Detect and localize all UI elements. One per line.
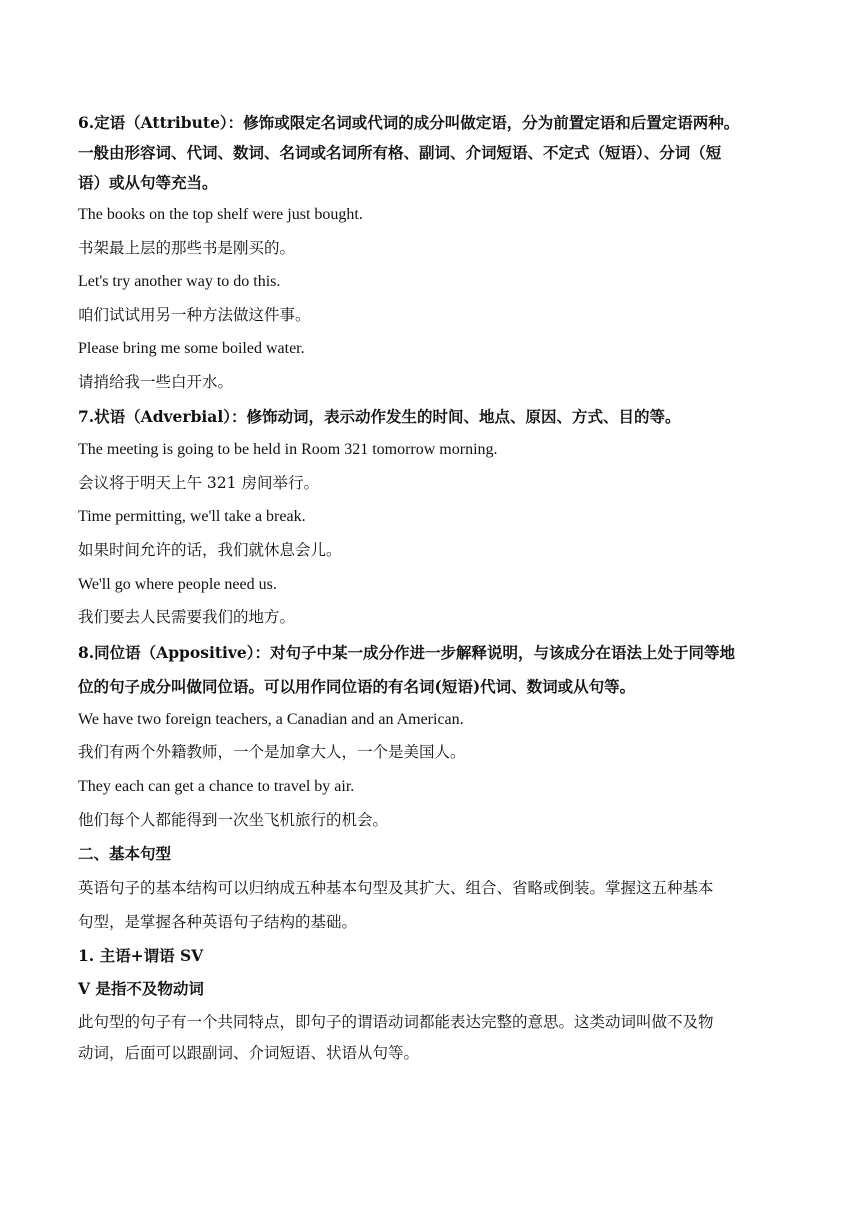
example-chinese: 请捎给我一些白开水。 [78, 372, 234, 391]
heading-line: 一般由形容词、代词、数词、名词或名词所有格、副词、介词短语、不定式（短语）、分词（短 [78, 143, 722, 162]
example-english: Time permitting, we'll take a break. [78, 508, 306, 526]
example-chinese: 我们要去人民需要我们的地方。 [78, 608, 296, 627]
example-chinese: 会议将于明天上午 321 房间举行。 [78, 473, 319, 492]
example-chinese: 咱们试试用另一种方法做这件事。 [78, 305, 311, 324]
example-english: We'll go where people need us. [78, 575, 277, 593]
pattern-1-description [78, 1006, 784, 1068]
section-6-heading [78, 108, 784, 198]
example-chinese: 他们每个人都能得到一次坐飞机旅行的机会。 [78, 810, 389, 829]
heading-line: 6.定语（Attribute）：修饰或限定名词或代词的成分叫做定语，分为前置定语和后置定语两种。 [78, 113, 740, 132]
pattern-1-title: 1. 主语+谓语 SV [78, 945, 204, 965]
heading-line: 位的句子成分叫做同位语。可以用作同位语的有名词(短语)代词、数词或从句等。 [78, 676, 636, 696]
paragraph-line: 英语句子的基本结构可以归纳成五种基本句型及其扩大、组合、省略或倒装。掌握这五种基本 [78, 878, 714, 897]
document-page [78, 108, 784, 1068]
paragraph-line: 动词，后面可以跟副词、介词短语、状语从句等。 [78, 1043, 420, 1062]
section-7-heading: 7.状语（Adverbial）：修饰动词，表示动作发生的时间、地点、原因、方式、目的等。 [78, 406, 681, 426]
example-chinese: 如果时间允许的话，我们就休息会儿。 [78, 540, 342, 559]
example-english: Let's try another way to do this. [78, 273, 281, 291]
paragraph-line: 此句型的句子有一个共同特点，即句子的谓语动词都能表达完整的意思。这类动词叫做不及物 [78, 1012, 714, 1031]
example-english: The books on the top shelf were just bought. [78, 206, 363, 223]
example-chinese: 书架最上层的那些书是刚买的。 [78, 238, 296, 257]
section-8-heading [78, 635, 784, 703]
example-chinese: 我们有两个外籍教师，一个是加拿大人，一个是美国人。 [78, 743, 466, 762]
example-english: They each can get a chance to travel by air. [78, 777, 355, 795]
part-2-intro [78, 871, 784, 939]
heading-line: 8.同位语（Appositive）：对句子中某一成分作进一步解释说明，与该成分在语法上处于同等地 [78, 642, 736, 662]
example-english: We have two foreign teachers, a Canadian and an American. [78, 710, 464, 728]
pattern-1-subtitle: V 是指不及物动词 [78, 979, 204, 999]
part-2-title: 二、基本句型 [78, 844, 172, 864]
paragraph-line: 句型，是掌握各种英语句子结构的基础。 [78, 912, 358, 931]
example-english: The meeting is going to be held in Room 321 tomorrow morning. [78, 441, 498, 459]
example-english: Please bring me some boiled water. [78, 340, 305, 358]
heading-line: 语）或从句等充当。 [78, 173, 218, 192]
